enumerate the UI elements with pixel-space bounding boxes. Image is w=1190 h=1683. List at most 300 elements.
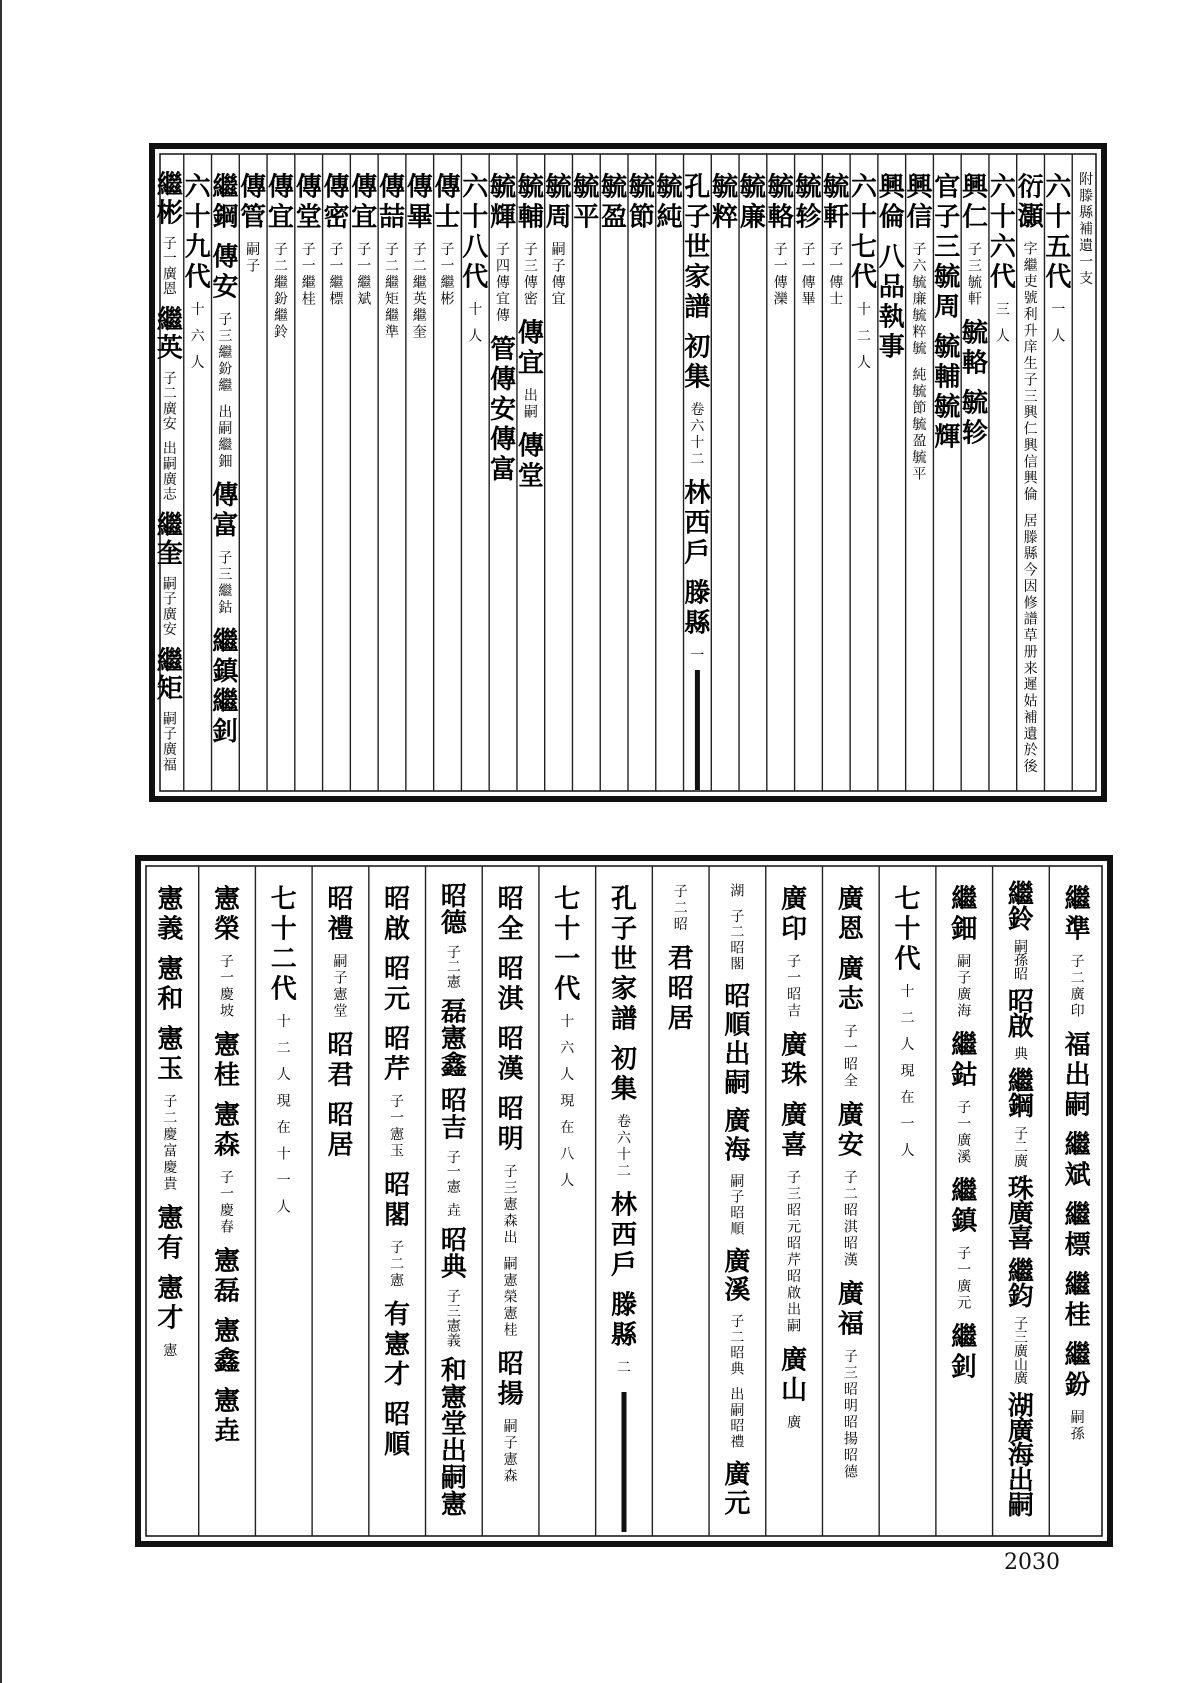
entry-name-char: 轸 (795, 202, 822, 233)
entry-note-char: 二 (385, 258, 399, 275)
entry-name-char: 準 (1064, 914, 1091, 945)
entry-note-char: 廣 (1013, 1153, 1028, 1170)
entry-name-char: 全 (497, 914, 524, 945)
entry-note-char: 福 (162, 757, 177, 774)
entry-name-char: 傳 (490, 425, 517, 455)
entry-name-char: 毓 (934, 332, 961, 363)
entry-note-char: 英 (412, 291, 427, 308)
entry-note-char: 昭 (843, 1415, 858, 1432)
entry-note-char: 二 (276, 1040, 291, 1057)
entry-name-char: 孔 (684, 172, 711, 203)
entry-name-char: 灝 (1017, 202, 1044, 233)
entry-name-char: 傳 (212, 481, 239, 511)
entry-note-char: 繼 (301, 275, 316, 292)
entry-note-char: 二 (857, 328, 871, 345)
entry-name-char: 斌 (1064, 1160, 1091, 1191)
entry-note-char: 憲 (333, 987, 348, 1004)
entry-note-char: 憲 (446, 1179, 461, 1196)
entry-note-char: 子 (787, 954, 802, 971)
entry-note-char: 子 (385, 242, 399, 259)
entry-name-char: 管 (240, 202, 267, 233)
entry-name-char: 昭 (327, 1030, 354, 1061)
entry-note-char: 人 (276, 1199, 291, 1216)
entry-name-char: 鑫 (440, 1050, 467, 1081)
entry-note-char: 繼 (440, 275, 455, 292)
entry-name-char: 孔 (610, 884, 638, 915)
entry-name-char: 子 (610, 914, 638, 945)
entry-note-char: 十 (276, 1146, 291, 1163)
entry-note-char: 嗣 (551, 242, 566, 259)
entry-note-char: 三 (843, 1365, 858, 1382)
entry-name-char: 代 (462, 262, 489, 293)
entry-name-char: 譜 (684, 292, 711, 323)
entry-name-char: 典 (440, 1252, 467, 1283)
entry-name-char: 昭 (1007, 987, 1034, 1018)
entry-name-char: 海 (1007, 1441, 1034, 1472)
entry-note-char: 昭 (787, 1203, 802, 1220)
entry-note-char: 現 (276, 1093, 291, 1110)
entry-note-char: 憲 (390, 1273, 405, 1290)
entry-name-char: 興 (878, 172, 905, 203)
entry-note-char: 順 (730, 1221, 745, 1238)
entry-name-char: 代 (270, 974, 297, 1005)
entry-name-char: 海 (724, 1135, 751, 1166)
entry-note-char: 一 (276, 1173, 291, 1190)
entry-note-char: 仁 (1023, 421, 1038, 438)
entry-note-char: 一 (440, 258, 455, 275)
entry-name-char: 昭 (497, 954, 524, 985)
entry-name-char: 傳 (240, 172, 267, 203)
entry-note-char: 庠 (1023, 339, 1038, 356)
entry-note-char: 一 (843, 1040, 858, 1057)
entry-name-char: 繼 (1064, 1270, 1091, 1301)
entry-name-char: 義 (157, 914, 184, 945)
entry-name-char: 十 (184, 202, 211, 233)
entry-name-char: 安 (837, 1130, 864, 1161)
entry-name-char: 傳 (406, 172, 433, 203)
entry-name-char: 安 (212, 272, 239, 303)
entry-name-char: 珠 (1007, 1174, 1034, 1205)
entry-note-char: 子 (162, 235, 177, 252)
entry-note-char: 典 (1013, 1046, 1028, 1063)
entry-note-char: 嗣 (246, 242, 261, 259)
entry-name-char: 憲 (157, 1024, 184, 1055)
entry-note-char: 出 (162, 441, 177, 458)
entry-name-char: 毓 (656, 172, 683, 203)
entry-name-char: 粹 (712, 202, 739, 233)
entry-note-char: 春 (220, 1219, 235, 1236)
entry-note-char: 繼 (385, 275, 399, 292)
entry-name-char: 興 (962, 172, 989, 203)
entry-note-char: 士 (829, 291, 844, 308)
entry-name-char: 繼 (156, 646, 183, 677)
entry-note-char: 六 (560, 1040, 575, 1057)
entry-name-char: 六 (989, 172, 1016, 203)
entry-note-char: 子 (730, 1314, 745, 1331)
entry-note-char: 子 (220, 954, 235, 971)
entry-name-char: 奎 (156, 538, 183, 569)
entry-name-char: 滕 (684, 578, 711, 609)
entry-name-char: 繼 (1007, 1067, 1034, 1098)
entry-note-char: 昭 (730, 1345, 745, 1362)
entry-name-char: 輝 (934, 422, 961, 453)
entry-note-char: 一 (801, 258, 816, 275)
entry-note-char: 十 (190, 302, 205, 319)
entry-name-char: 管 (490, 335, 517, 365)
entry-name-char: 志 (837, 984, 864, 1015)
entry-note-char: 漢 (843, 1252, 858, 1269)
entry-note-char: 二 (273, 258, 288, 275)
entry-note-char: 興 (1023, 437, 1038, 454)
entry-name-char: 繼 (1064, 884, 1091, 915)
entry-note-char: 嗣 (162, 456, 177, 473)
entry-note-char: 二 (730, 924, 745, 941)
entry-note-char: 一 (900, 1116, 915, 1133)
entry-note-char: 堂 (333, 1003, 348, 1020)
entry-note-char: 人 (190, 355, 205, 372)
entry-note-char: 榮 (503, 1289, 518, 1306)
entry-name-char: 廣 (837, 884, 864, 915)
entry-name-char: 啟 (384, 914, 411, 945)
entry-note-char: 十 (468, 302, 483, 319)
entry-note-char: 升 (1023, 323, 1038, 340)
entry-note-char: 毓 (912, 341, 927, 358)
entry-note-char: 昭 (843, 1057, 858, 1074)
entry-name-char: 代 (1045, 262, 1072, 293)
entry-note-char: 六 (617, 1130, 631, 1147)
entry-note-char: 信 (1023, 454, 1038, 471)
entry-note-char: 子 (1070, 954, 1085, 971)
entry-note-char: 廣 (162, 606, 177, 623)
entry-note-char: 貴 (163, 1176, 178, 1193)
entry-name-char: 傳 (517, 318, 544, 349)
entry-name-char: 毓 (739, 172, 766, 203)
entry-name-char: 毓 (490, 172, 517, 203)
entry-note-char: 卷 (617, 1114, 631, 1131)
entry-name-char: 昭 (384, 954, 411, 985)
entry-name-char: 毓 (712, 172, 739, 203)
entry-name-char: 繼 (212, 687, 239, 717)
entry-note-char: 人 (560, 1173, 575, 1190)
entry-name-char: 廣 (781, 1100, 808, 1131)
entry-note-char: 子 (446, 944, 461, 961)
entry-name-char: 毓 (823, 172, 850, 203)
entry-name-char: 君 (327, 1060, 354, 1091)
entry-name-char: 子 (684, 202, 711, 233)
entry-note-char: 憲 (503, 1273, 518, 1290)
entry-name-char: 喜 (781, 1130, 808, 1161)
entry-note-char: 子 (843, 1024, 858, 1041)
entry-note-char: 六 (912, 258, 927, 275)
entry-note-char: 嗣 (1013, 939, 1028, 956)
entry-name-char: 喆 (378, 202, 406, 233)
entry-note-char: 節 (912, 400, 927, 417)
entry-note-char: 册 (1023, 644, 1038, 661)
entry-note-char: 廉 (912, 291, 927, 308)
entry-name-char: 堂 (517, 461, 544, 492)
entry-name-char: 十 (989, 202, 1016, 233)
entry-note-char: 繼 (218, 437, 233, 454)
entry-name-char: 七 (554, 884, 581, 915)
entry-name-char: 昭 (384, 884, 411, 915)
entry-name-char: 毓 (934, 392, 961, 423)
entry-note-char: 廣 (162, 471, 177, 488)
entry-name-char: 明 (497, 1124, 524, 1155)
entry-note-char: 子 (730, 908, 745, 925)
entry-note-char: 補 (1079, 221, 1094, 238)
entry-note-char: 元 (957, 1295, 972, 1312)
entry-note-char: 三 (968, 258, 983, 275)
entry-note-char: 人 (560, 1067, 575, 1084)
entry-name-char: 代 (554, 974, 581, 1005)
entry-name-char: 六 (989, 232, 1016, 263)
entry-note-char: 志 (162, 487, 177, 504)
entry-note-char: 斌 (357, 291, 372, 308)
entry-name-char: 山 (781, 1375, 808, 1406)
entry-name-char: 溪 (724, 1275, 751, 1306)
entry-note-char: 子 (503, 1164, 518, 1181)
entry-note-char: 十 (276, 1014, 291, 1031)
entry-note-char: 子 (162, 726, 177, 743)
entry-name-char: 磊 (440, 997, 467, 1028)
entry-name-char: 福 (1064, 1030, 1091, 1061)
entry-note-char: 啟 (787, 1285, 802, 1302)
entry-note-char: 坡 (220, 1003, 235, 1020)
entry-note-char: 子 (1023, 372, 1038, 389)
entry-name-char: 縣 (610, 1320, 638, 1351)
entry-name-char: 堂 (440, 1409, 467, 1440)
entry-note-char: 子 (333, 970, 348, 987)
entry-note-char: 一 (773, 258, 788, 275)
entry-note-char: 子 (220, 1170, 235, 1187)
entry-note-char: 孫 (1013, 953, 1028, 970)
entry-name-char: 釗 (212, 717, 239, 747)
entry-note-char: 昭 (730, 1418, 745, 1435)
entry-note-char: 廣 (957, 1279, 972, 1296)
entry-note-char: 十 (560, 1014, 575, 1031)
entry-name-char: 憲 (440, 1490, 467, 1521)
entry-name-char: 傳 (517, 431, 544, 462)
entry-name-char: 才 (157, 1303, 184, 1334)
entry-name-char: 七 (270, 884, 297, 915)
entry-note-char: 二 (900, 1010, 915, 1027)
entry-name-char: 代 (894, 944, 921, 975)
entry-note-char: 嗣 (730, 1402, 745, 1419)
entry-note-char: 遲 (1023, 677, 1038, 694)
entry-note-char: 二 (617, 1163, 631, 1180)
entry-name-char: 君 (667, 944, 694, 974)
entry-note-char: 人 (1051, 328, 1066, 345)
entry-note-char: 憲 (503, 1197, 518, 1214)
entry-note-char: 子 (446, 1149, 461, 1166)
entry-note-char: 因 (1023, 578, 1038, 595)
entry-note-char: 子 (968, 242, 983, 259)
entry-name-char: 昭 (724, 981, 751, 1012)
entry-name-char: 昭 (384, 1170, 411, 1201)
entry-name-char: 一 (554, 944, 581, 975)
entry-note-char: 興 (1023, 405, 1038, 422)
entry-name-char: 繼 (1064, 1340, 1091, 1371)
entry-note-char: 出 (218, 404, 233, 421)
entry-note-char: 昭 (730, 1205, 745, 1222)
entry-note-char: 明 (843, 1398, 858, 1415)
entry-note-char: 子 (246, 258, 261, 275)
entry-name-char: 戶 (610, 1250, 638, 1281)
entry-name-char: 密 (323, 202, 350, 233)
entry-name-char: 德 (440, 908, 467, 939)
entry-note-char: 奎 (412, 324, 427, 341)
entry-note-char: 嗣 (523, 404, 538, 421)
entry-name-char: 品 (878, 272, 905, 303)
entry-note-char: 人 (857, 355, 871, 372)
entry-name-char: 集 (684, 362, 711, 393)
entry-name-char: 繼 (156, 170, 183, 201)
entry-note-char: 一 (220, 1186, 235, 1203)
entry-name-char: 順 (724, 1010, 751, 1041)
entry-name-char: 桂 (214, 1060, 241, 1091)
entry-note-char: 一 (390, 1110, 405, 1127)
entry-note-char: 繼 (273, 308, 288, 325)
entry-note-char: 昭 (730, 940, 745, 957)
entry-name-char: 印 (781, 914, 808, 945)
entry-note-char: 廣 (162, 266, 177, 283)
entry-note-char: 出 (523, 388, 538, 405)
entry-note-char: 宜 (496, 291, 511, 308)
entry-note-char: 三 (218, 328, 233, 345)
entry-name-char: 揚 (497, 1379, 524, 1410)
entry-name-char: 家 (610, 974, 638, 1005)
entry-name-char: 傳 (323, 172, 350, 203)
entry-note-char: 一 (1079, 254, 1094, 271)
entry-name-char: 昭 (497, 1349, 524, 1380)
entry-name-char: 昭 (327, 1100, 354, 1131)
entry-note-char: 十 (900, 984, 915, 1001)
entry-note-char: 傳 (801, 275, 816, 292)
entry-note-char: 憲 (163, 1343, 178, 1360)
entry-name-char: 憲 (157, 1273, 184, 1304)
entry-note-char: 子 (843, 1170, 858, 1187)
entry-note-char: 準 (385, 324, 399, 341)
entry-note-char: 子 (551, 258, 566, 275)
entry-name-char: 繼 (951, 1322, 978, 1353)
entry-name-char: 廣 (781, 884, 808, 915)
entry-note-char: 全 (843, 1073, 858, 1090)
entry-note-char: 憲 (503, 1452, 518, 1469)
entry-note-char: 子 (787, 1170, 802, 1187)
entry-note-char: 子 (412, 242, 427, 259)
entry-name-char: 昭 (497, 884, 524, 915)
entry-note-char: 譜 (1023, 611, 1038, 628)
entry-name-char: 昭 (497, 1094, 524, 1125)
entry-name-char: 鈿 (951, 914, 978, 945)
entry-note-char: 繼 (385, 308, 399, 325)
entry-note-char: 縣 (1023, 546, 1038, 563)
entry-note-char: 吏 (1023, 274, 1038, 291)
entry-note-char: 嗣 (503, 1419, 518, 1436)
entry-note-char: 子 (273, 242, 288, 259)
entry-name-char: 憲 (440, 1382, 467, 1413)
entry-note-char: 憲 (503, 1306, 518, 1323)
entry-note-char: 繼 (218, 583, 233, 600)
entry-name-char: 毓 (517, 172, 544, 203)
entry-name-char: 繼 (1064, 1130, 1091, 1161)
entry-name-char: 輔 (517, 202, 544, 233)
entry-name-char: 森 (214, 1130, 241, 1161)
entry-name-char: 輅 (962, 348, 989, 379)
entry-name-char: 六 (850, 172, 878, 203)
entry-note-char: 一 (446, 1164, 461, 1181)
entry-note-char: 子 (503, 1435, 518, 1452)
entry-name-char: 六 (1045, 172, 1072, 203)
entry-name-char: 繼 (951, 1176, 978, 1207)
entry-name-char: 湖 (1007, 1391, 1034, 1422)
entry-note-char: 二 (163, 1110, 178, 1127)
entry-note-char: 典 (730, 1361, 745, 1378)
entry-note-char: 昭 (1013, 966, 1028, 983)
entry-name-char: 世 (610, 944, 638, 975)
entry-note-char: 子 (673, 884, 688, 901)
entry-name-char: 福 (837, 1309, 864, 1340)
entry-note-char: 嗣 (787, 1318, 802, 1335)
entry-name-char: 初 (610, 1044, 638, 1075)
entry-name-char: 十 (462, 202, 489, 233)
entry-name-char: 出 (440, 1436, 467, 1467)
entry-name-char: 釗 (951, 1352, 978, 1383)
entry-name-char: 廉 (739, 202, 766, 233)
entry-name-char: 出 (724, 1039, 751, 1070)
entry-name-char: 嗣 (724, 1068, 751, 1099)
entry-note-char: 人 (900, 1037, 915, 1054)
entry-note-char: 三 (523, 258, 538, 275)
entry-note-char: 鈷 (218, 600, 233, 617)
entry-note-char: 在 (276, 1120, 291, 1137)
entry-name-char: 傳 (490, 365, 517, 395)
entry-note-char: 十 (857, 302, 871, 319)
entry-name-char: 輝 (490, 202, 517, 233)
entry-note-char: 子 (801, 242, 816, 259)
entry-name-char: 世 (684, 232, 711, 263)
entry-note-char: 一 (787, 970, 802, 987)
entry-name-char: 鎮 (212, 657, 239, 687)
entry-note-char: 密 (523, 291, 538, 308)
entry-note-char: 支 (1079, 271, 1094, 288)
entry-name-char: 禮 (327, 914, 354, 945)
entry-name-char: 廣 (781, 1345, 808, 1376)
entry-note-char: 繼 (329, 275, 344, 292)
entry-name-char: 玉 (157, 1054, 184, 1085)
entry-note-char: 子 (162, 370, 177, 387)
entry-note-char: 二 (843, 1186, 858, 1203)
entry-note-char: 一 (329, 258, 344, 275)
entry-note-char: 安 (162, 622, 177, 639)
entry-note-char: 吉 (787, 1003, 802, 1020)
entry-name-char: 恩 (837, 914, 864, 945)
entry-name-char: 十 (270, 914, 297, 945)
entry-note-char: 盈 (912, 433, 927, 450)
entry-name-char: 士 (434, 202, 461, 233)
entry-note-char: 二 (617, 1360, 631, 1377)
entry-note-char: 一 (357, 258, 372, 275)
entry-name-char: 昭 (440, 881, 467, 912)
entry-name-char: 有 (384, 1300, 411, 1330)
entry-note-char: 繼 (1023, 257, 1038, 274)
entry-note-char: 子 (730, 1189, 745, 1206)
entry-note-char: 修 (1023, 595, 1038, 612)
entry-name-char: 傳 (434, 172, 461, 203)
entry-note-char: 嗣 (162, 711, 177, 728)
entry-name-char: 啟 (1007, 1012, 1034, 1043)
entry-name-char: 宜 (517, 348, 544, 379)
